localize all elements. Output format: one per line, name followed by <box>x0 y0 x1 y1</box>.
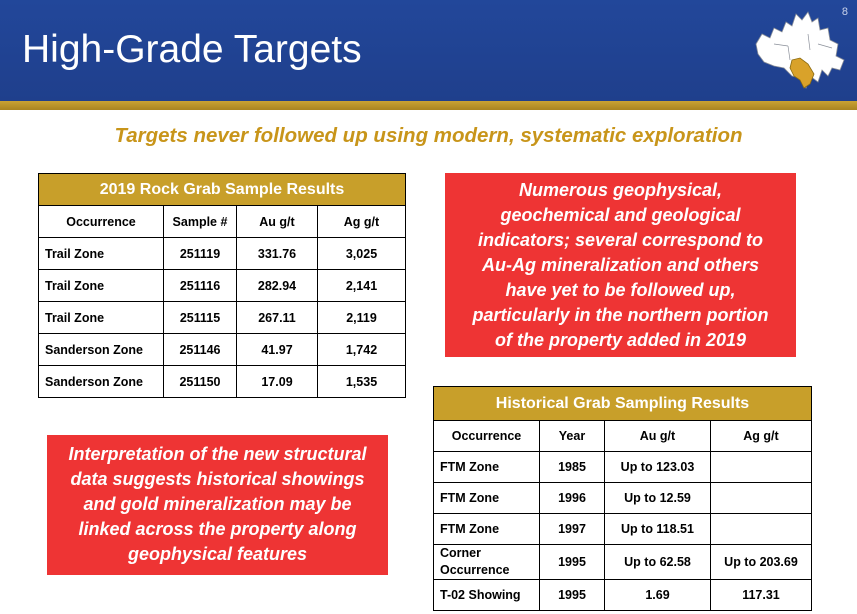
cell-sample: 251115 <box>164 302 237 334</box>
cell-occurrence: FTM Zone <box>434 514 540 545</box>
cell-occurrence: FTM Zone <box>434 452 540 483</box>
table-row <box>39 238 406 270</box>
cell-sample: 251116 <box>164 270 237 302</box>
table-caption: Historical Grab Sampling Results <box>434 387 812 421</box>
callout-line: particularly in the northern portion <box>472 305 769 325</box>
table-row <box>434 545 812 580</box>
callout-line: geophysical features <box>127 544 308 564</box>
table-row <box>434 483 812 514</box>
cell-sample: 251150 <box>164 366 237 398</box>
cell-occurrence: T-02 Showing <box>434 580 540 611</box>
table-row <box>434 580 812 611</box>
column-header: Au g/t <box>237 206 318 238</box>
subtitle: Targets never followed up using modern, systematic exploration <box>114 124 743 147</box>
cell-year: 1995 <box>540 545 605 580</box>
cell-au: 17.09 <box>237 366 318 398</box>
cell-ag <box>711 452 812 483</box>
table-row <box>39 366 406 398</box>
cell-occurrence: Sanderson Zone <box>39 334 164 366</box>
cell-ag: 3,025 <box>318 238 406 270</box>
cell-au: Up to 123.03 <box>605 452 711 483</box>
cell-occurrence: Trail Zone <box>39 270 164 302</box>
column-header: Year <box>540 421 605 452</box>
cell-ag: 2,119 <box>318 302 406 334</box>
cell-year: 1997 <box>540 514 605 545</box>
page-title: High-Grade Targets <box>22 28 362 71</box>
cell-year: 1985 <box>540 452 605 483</box>
page-number: 8 <box>841 6 848 18</box>
cell-au: Up to 118.51 <box>605 514 711 545</box>
cell-au: Up to 12.59 <box>605 483 711 514</box>
table-caption: 2019 Rock Grab Sample Results <box>39 174 406 206</box>
table-row <box>434 514 812 545</box>
cell-year: 1996 <box>540 483 605 514</box>
header-bar <box>0 0 857 101</box>
callout-line: Interpretation of the new structural <box>68 444 367 464</box>
cell-ag <box>711 514 812 545</box>
cell-au: 331.76 <box>237 238 318 270</box>
callout-line: linked across the property along <box>78 519 357 539</box>
cell-occurrence: Sanderson Zone <box>39 366 164 398</box>
table-row <box>434 452 812 483</box>
column-header: Ag g/t <box>318 206 406 238</box>
historical-grab-results-table <box>433 386 812 611</box>
canada-map-icon <box>748 4 848 100</box>
cell-occurrence: Trail Zone <box>39 238 164 270</box>
cell-sample: 251146 <box>164 334 237 366</box>
column-header: Au g/t <box>605 421 711 452</box>
cell-au: 267.11 <box>237 302 318 334</box>
cell-ag: 1,742 <box>318 334 406 366</box>
cell-ag: 2,141 <box>318 270 406 302</box>
column-header: Sample # <box>164 206 237 238</box>
callout-line: geochemical and geological <box>500 205 741 225</box>
cell-ag: 1,535 <box>318 366 406 398</box>
cell-ag <box>711 483 812 514</box>
callout-line: data suggests historical showings <box>70 469 365 489</box>
callout-line: Numerous geophysical, <box>518 180 723 200</box>
column-header: Ag g/t <box>711 421 812 452</box>
cell-ag: Up to 203.69 <box>711 545 812 580</box>
table-row <box>39 334 406 366</box>
callout-line: indicators; several correspond to <box>477 230 764 250</box>
cell-au: 1.69 <box>605 580 711 611</box>
table-row <box>39 270 406 302</box>
cell-year: 1995 <box>540 580 605 611</box>
callout-line: of the property added in 2019 <box>494 330 747 350</box>
callout-line: and gold mineralization may be <box>83 494 352 514</box>
table-row <box>39 302 406 334</box>
callout-line: Au-Ag mineralization and others <box>481 255 760 275</box>
column-header: Occurrence <box>434 421 540 452</box>
cell-occurrence: FTM Zone <box>434 483 540 514</box>
header-gold-rule <box>0 101 857 110</box>
cell-au: 282.94 <box>237 270 318 302</box>
cell-occurrence: Corner Occurrence <box>434 545 540 580</box>
cell-occurrence: Trail Zone <box>39 302 164 334</box>
callout-exploration-indicators <box>445 173 796 357</box>
callout-structural-interpretation <box>47 435 388 575</box>
cell-ag: 117.31 <box>711 580 812 611</box>
cell-au: Up to 62.58 <box>605 545 711 580</box>
column-header: Occurrence <box>39 206 164 238</box>
cell-sample: 251119 <box>164 238 237 270</box>
callout-line: have yet to be followed up, <box>505 280 736 300</box>
rock-grab-results-table <box>38 173 406 398</box>
cell-au: 41.97 <box>237 334 318 366</box>
